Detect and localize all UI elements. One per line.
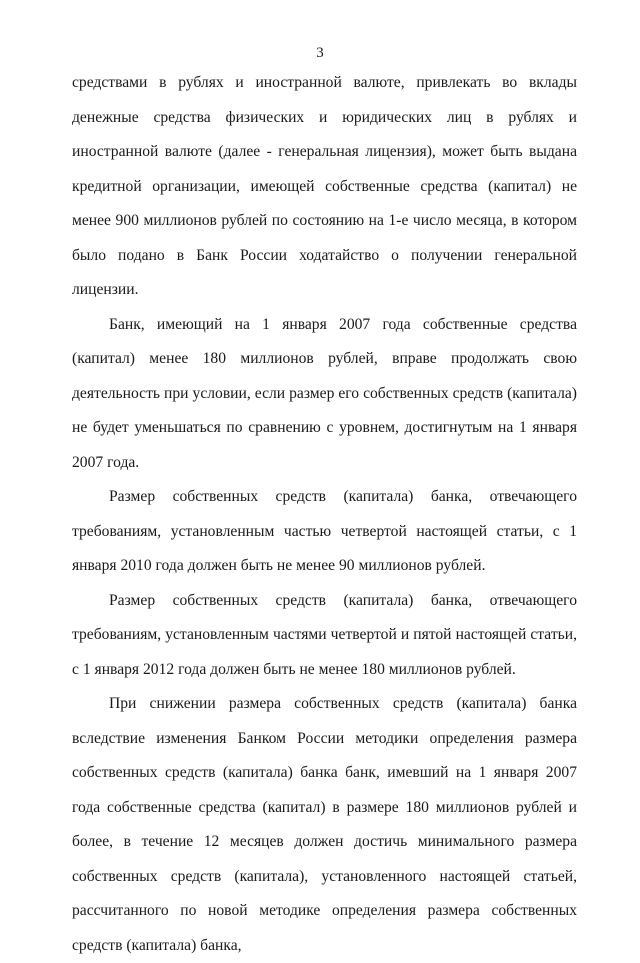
paragraph-capital-reduction: При снижении размера собственных средств (капитала) банка вследствие изменения Банком России методики определения размера собственных средств (капитала) банка банк, имевший на 1 января 2007 года собственные средства (капитал) в размере 180 миллионов рублей и более, в течение 12 месяцев должен достичь минимального размера собственных средств (капитала), установленного настоящей статьей, рассчитанного по новой методике определения размера собственных средств (капитала) банка, — [72, 695, 577, 954]
paragraph-capital-2010: Размер собственных средств (капитала) банка, отвечающего требованиям, установленным частью четвертой настоящей статьи, с 1 января 2010 года должен быть не менее 90 миллионов рублей. — [72, 488, 577, 574]
document-body — [72, 66, 577, 963]
paragraph-capital-2012: Размер собственных средств (капитала) банка, отвечающего требованиям, установленным частями четвертой и пятой настоящей статьи, с 1 января 2012 года должен быть не менее 180 миллионов рублей. — [72, 591, 577, 678]
paragraph-bank-capital-2007: Банк, имеющий на 1 января 2007 года собственные средства (капитал) менее 180 миллионов рублей, вправе продолжать свою деятельность при условии, если размер его собственных средств (капитала) не будет уменьшаться по сравнению с уровнем, достигнутым на 1 января 2007 года. — [72, 315, 577, 471]
paragraph-continued: средствами в рублях и иностранной валюте, привлекать во вклады денежные средства физических и юридических лиц в рублях и иностранной валюте (далее - генеральная лицензия), может быть выдана кредитной организации, имеющей собственные средства (капитал) не менее 900 миллионов рублей по состоянию на 1-е число месяца, в котором было подано в Банк России ходатайство о получении генеральной лицензии. — [72, 74, 577, 298]
page-number: 3 — [316, 45, 324, 61]
